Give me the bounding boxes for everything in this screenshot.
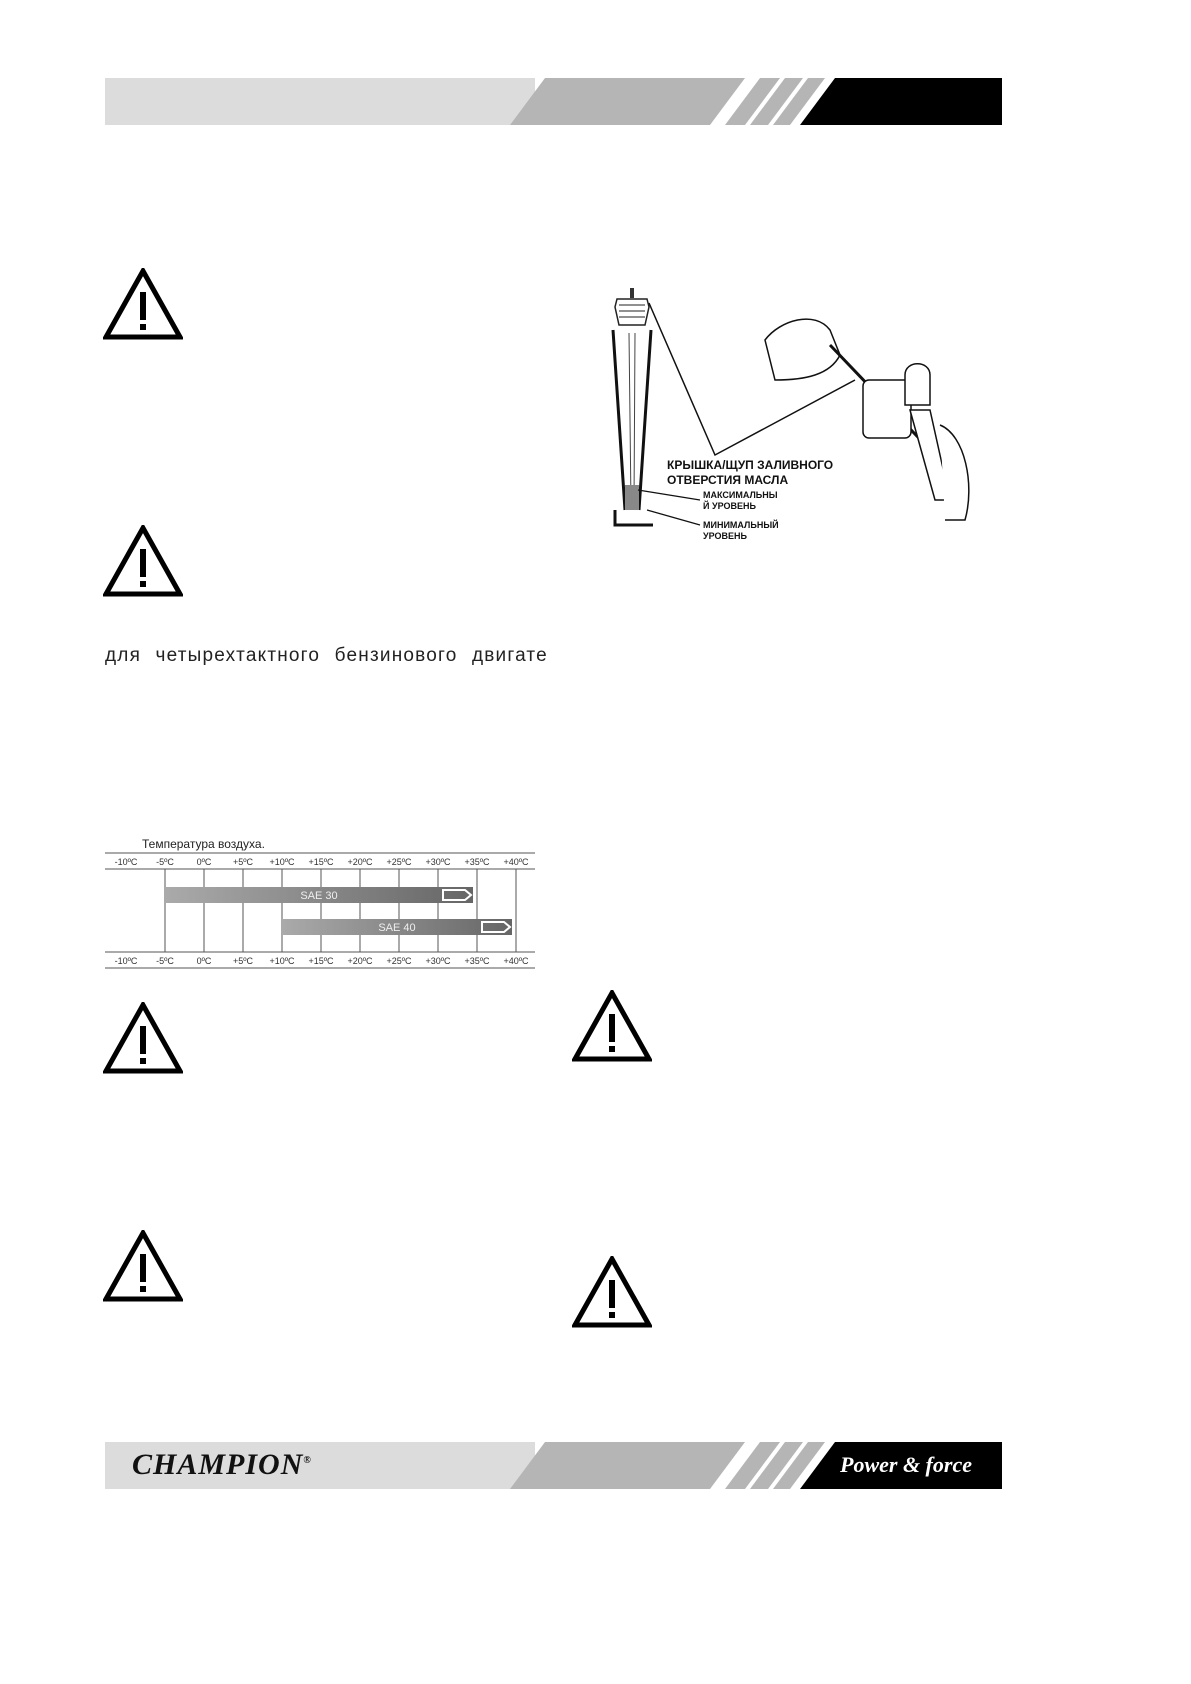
warning-icon bbox=[103, 1002, 183, 1074]
label-oil-cap bbox=[667, 458, 833, 488]
warning-icon bbox=[103, 1230, 183, 1302]
tick-label-top: -10ºC bbox=[114, 857, 138, 867]
brand-name: CHAMPION bbox=[132, 1448, 304, 1481]
tick-label-top: +25ºC bbox=[386, 857, 412, 867]
tick-label-top: +30ºC bbox=[425, 857, 451, 867]
tick-label-bottom: 0ºC bbox=[196, 956, 212, 966]
label-min-level bbox=[703, 520, 779, 542]
series-label: SAE 30 bbox=[300, 890, 338, 902]
champion-logo bbox=[132, 1448, 312, 1482]
label-oil-cap-line1: КРЫШКА/ЩУП ЗАЛИВНОГО bbox=[667, 458, 834, 472]
warning-icon bbox=[572, 990, 652, 1062]
tick-label-top: +20ºC bbox=[347, 857, 373, 867]
tick-label-top: +10ºC bbox=[269, 857, 295, 867]
label-max-line2: Й УРОВЕНЬ bbox=[703, 501, 756, 511]
tick-label-top: +5ºC bbox=[232, 857, 254, 867]
tick-label-bottom: +20ºC bbox=[347, 956, 373, 966]
label-oil-cap-line2: ОТВЕРСТИЯ МАСЛА bbox=[667, 473, 789, 487]
tick-label-bottom: +40ºC bbox=[503, 956, 529, 966]
header-band bbox=[105, 78, 1002, 125]
oil-viscosity-chart bbox=[105, 835, 535, 970]
body-text-fragment: для четырехтактного бензинового двигате bbox=[105, 645, 548, 666]
tick-label-top: +40ºC bbox=[503, 857, 529, 867]
label-min-line1: МИНИМАЛЬНЫЙ bbox=[703, 520, 779, 530]
label-min-line2: УРОВЕНЬ bbox=[703, 531, 747, 541]
registered-mark: ® bbox=[303, 1455, 312, 1466]
tick-label-bottom: +25ºC bbox=[386, 956, 412, 966]
tick-label-bottom: +30ºC bbox=[425, 956, 451, 966]
tick-label-top: +15ºC bbox=[308, 857, 334, 867]
tick-label-bottom: +10ºC bbox=[269, 956, 295, 966]
tick-label-bottom: -5ºC bbox=[156, 956, 174, 966]
series-label: SAE 40 bbox=[378, 922, 416, 934]
tick-label-bottom: +15ºC bbox=[308, 956, 334, 966]
oil-dipstick-figure bbox=[605, 285, 977, 547]
tick-label-bottom: -10ºC bbox=[114, 956, 138, 966]
label-max-line1: МАКСИМАЛЬНЫ bbox=[703, 490, 778, 500]
tick-label-bottom: +5ºC bbox=[232, 956, 254, 966]
dipstick-illustration bbox=[605, 285, 977, 547]
warning-icon bbox=[572, 1256, 652, 1328]
tick-label-top: +35ºC bbox=[464, 857, 490, 867]
tick-label-bottom: +35ºC bbox=[464, 956, 490, 966]
slogan: Power & force bbox=[840, 1452, 972, 1477]
warning-icon bbox=[103, 268, 183, 340]
tick-label-top: 0ºC bbox=[196, 857, 212, 867]
warning-icon bbox=[103, 525, 183, 597]
tick-label-top: -5ºC bbox=[156, 857, 174, 867]
label-max-level bbox=[703, 490, 778, 512]
chart-title: Температура воздуха. bbox=[142, 837, 265, 851]
